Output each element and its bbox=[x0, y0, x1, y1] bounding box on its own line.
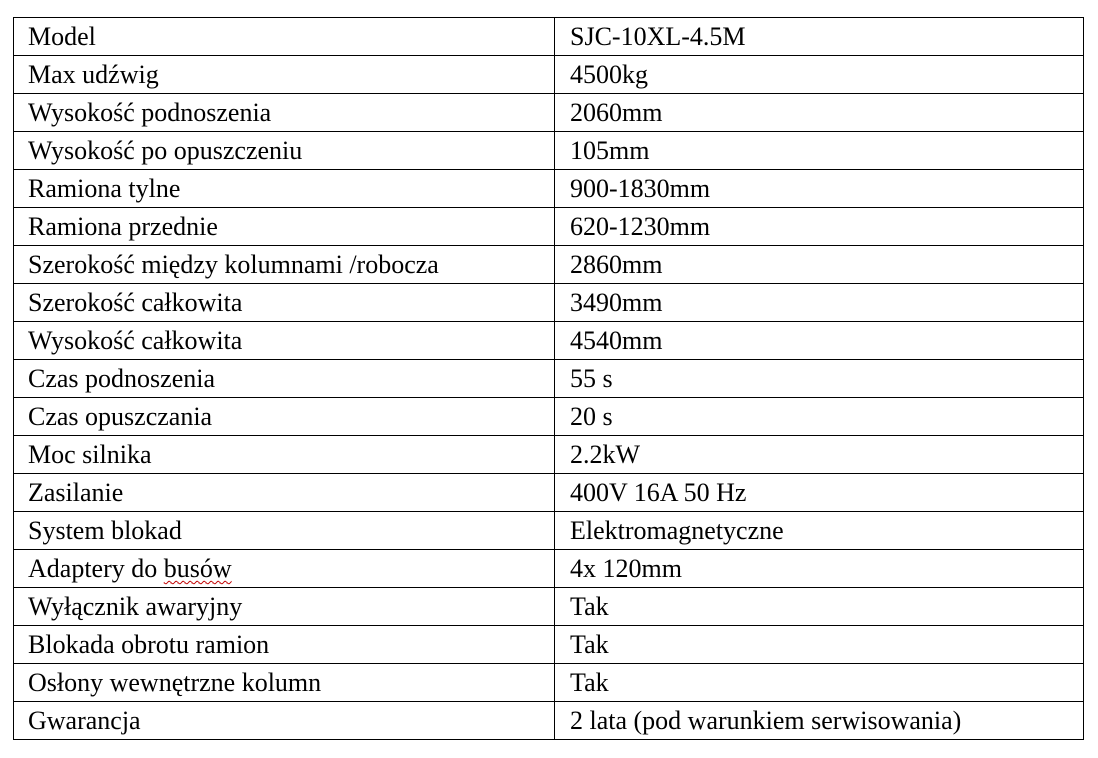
spec-label: Szerokość całkowita bbox=[14, 284, 555, 322]
table-row bbox=[14, 94, 1084, 132]
spec-label: Szerokość między kolumnami /robocza bbox=[14, 246, 555, 284]
spec-label-with-spellcheck bbox=[14, 550, 555, 588]
spec-label: Zasilanie bbox=[14, 474, 555, 512]
spec-value: 620-1230mm bbox=[555, 208, 1084, 246]
table-row bbox=[14, 702, 1084, 740]
spec-value: 900-1830mm bbox=[555, 170, 1084, 208]
spec-label: Czas podnoszenia bbox=[14, 360, 555, 398]
table-row bbox=[14, 322, 1084, 360]
spec-label: Moc silnika bbox=[14, 436, 555, 474]
table-row bbox=[14, 550, 1084, 588]
table-row bbox=[14, 360, 1084, 398]
spec-label: Blokada obrotu ramion bbox=[14, 626, 555, 664]
spec-label: Ramiona przednie bbox=[14, 208, 555, 246]
spec-value: 20 s bbox=[555, 398, 1084, 436]
spec-value: 400V 16A 50 Hz bbox=[555, 474, 1084, 512]
spec-label: Wyłącznik awaryjny bbox=[14, 588, 555, 626]
spec-value: Tak bbox=[555, 588, 1084, 626]
spec-value: 4x 120mm bbox=[555, 550, 1084, 588]
spec-value: 2860mm bbox=[555, 246, 1084, 284]
table-row bbox=[14, 474, 1084, 512]
spec-value: 3490mm bbox=[555, 284, 1084, 322]
table-row bbox=[14, 284, 1084, 322]
spec-value: 2.2kW bbox=[555, 436, 1084, 474]
table-row bbox=[14, 436, 1084, 474]
table-row bbox=[14, 626, 1084, 664]
spec-label: Max udźwig bbox=[14, 56, 555, 94]
spec-value: Tak bbox=[555, 626, 1084, 664]
spec-label: Wysokość podnoszenia bbox=[14, 94, 555, 132]
spec-table bbox=[13, 17, 1084, 740]
spec-label: Adaptery do bbox=[28, 554, 158, 583]
spec-label: Ramiona tylne bbox=[14, 170, 555, 208]
spec-value: 2060mm bbox=[555, 94, 1084, 132]
spec-label: Model bbox=[14, 18, 555, 56]
spec-label: Osłony wewnętrzne kolumn bbox=[14, 664, 555, 702]
spec-label: Wysokość całkowita bbox=[14, 322, 555, 360]
spellcheck-marked-word: busów bbox=[163, 554, 232, 583]
table-row bbox=[14, 170, 1084, 208]
table-row bbox=[14, 512, 1084, 550]
table-row bbox=[14, 132, 1084, 170]
table-row bbox=[14, 56, 1084, 94]
spec-label: Wysokość po opuszczeniu bbox=[14, 132, 555, 170]
spec-value: SJC-10XL-4.5M bbox=[555, 18, 1084, 56]
spec-value: Tak bbox=[555, 664, 1084, 702]
table-row bbox=[14, 664, 1084, 702]
table-row bbox=[14, 398, 1084, 436]
spec-value: 2 lata (pod warunkiem serwisowania) bbox=[555, 702, 1084, 740]
spec-value: 55 s bbox=[555, 360, 1084, 398]
spec-value: 4540mm bbox=[555, 322, 1084, 360]
table-row bbox=[14, 246, 1084, 284]
spec-value: Elektromagnetyczne bbox=[555, 512, 1084, 550]
spec-value: 105mm bbox=[555, 132, 1084, 170]
table-row bbox=[14, 588, 1084, 626]
table-row bbox=[14, 18, 1084, 56]
spec-label: System blokad bbox=[14, 512, 555, 550]
spec-value: 4500kg bbox=[555, 56, 1084, 94]
table-row bbox=[14, 208, 1084, 246]
spec-label: Gwarancja bbox=[14, 702, 555, 740]
spec-label: Czas opuszczania bbox=[14, 398, 555, 436]
